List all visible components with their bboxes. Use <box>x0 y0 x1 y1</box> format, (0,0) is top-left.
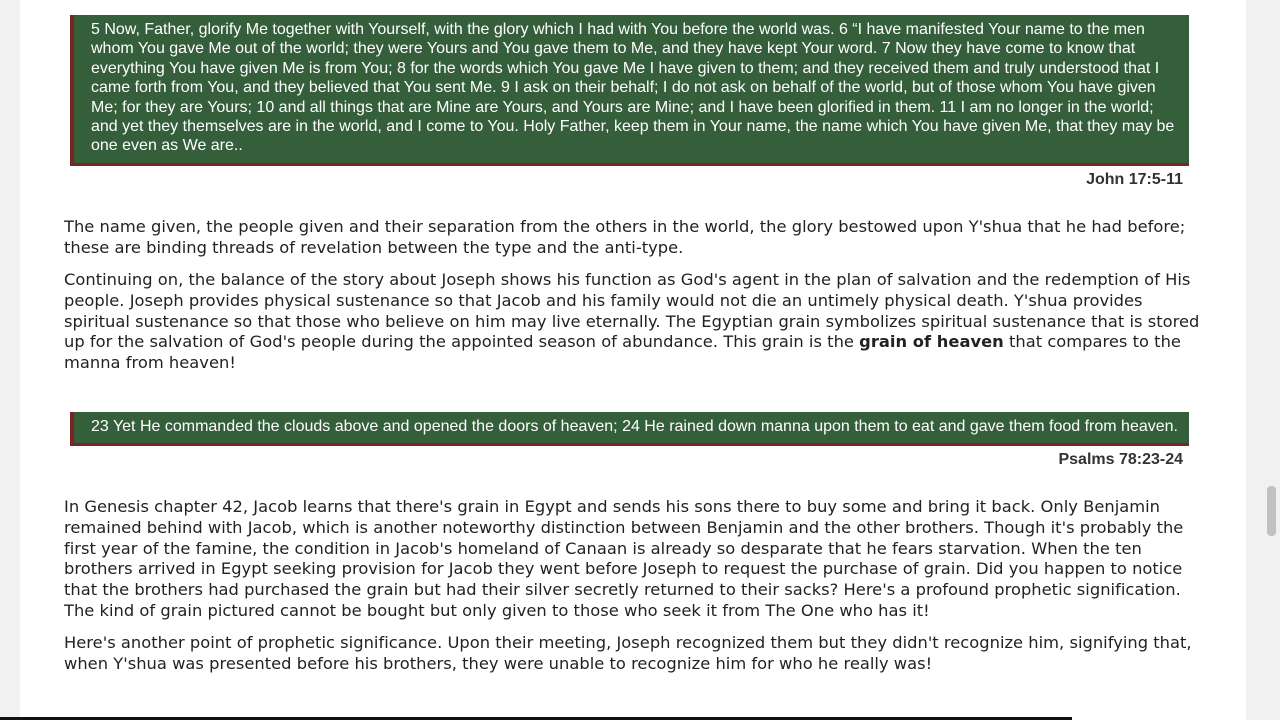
article-content <box>64 0 1204 675</box>
paragraph: In Genesis chapter 42, Jacob learns that there's grain in Egypt and sends his sons there to buy some and bring it back. Only Benjamin remained behind with Jacob, which is another noteworthy distinction between Benjamin and the other brothers. Though it's probably the first year of the famine, the condition in Jacob's homeland of Canaan is already so desparate that he fears starvation. When the ten brothers arrived in Egypt seeking provision for Jacob they went before Joseph to request the purchase of grain. Did you happen to notice that the brothers had purchased the grain but had their silver secretly returned to their sacks? Here's a profound prophetic signification. The kind of grain pictured cannot be bought but only given to those who seek it from The One who has it! <box>64 497 1184 620</box>
quote-text: 23 Yet He commanded the clouds above and opened the doors of heaven; 24 He rained down manna upon them to eat and gave them food from heaven. <box>91 417 1178 435</box>
quote-text: 5 Now, Father, glorify Me together with Yourself, with the glory which I had with You before the world was. 6 “I have manifested Your name to the men whom You gave Me out of the world; they were Yours and You gave them to Me, and they have kept Your word. 7 Now they have come to know that everything You have given Me is from You; 8 for the words which You gave Me I have given to them; and they received them and truly understood that I came forth from You, and they believed that You sent Me. 9 I ask on their behalf; I do not ask on behalf of the world, but of those whom You have given Me; for they are Yours; 10 and all things that are Mine are Yours, and Yours are Mine; and I have been glorified in them. 11 I am no longer in the world; and yet they themselves are in the world, and I come to You. Holy Father, keep them in Your name, the name which You have given Me, that they may be one even as We are.. <box>91 21 1175 155</box>
paragraph: The name given, the people given and their separation from the others in the world, the glory bestowed upon Y'shua that he had before; these are binding threads of revelation between the type and the anti-type. <box>64 216 1186 257</box>
scripture-quote-john <box>70 15 1189 166</box>
paragraph-text: that compares to the manna from heaven! <box>64 332 1181 373</box>
paragraph: Here's another point of prophetic significance. Upon their meeting, Joseph recognized them but they didn't recognize him, signifying that, when Y'shua was presented before his brothers, they were unable to recognize him for who he really was! <box>64 633 1192 674</box>
vertical-scrollbar[interactable] <box>1263 0 1280 720</box>
scripture-citation: John 17:5-11 <box>1086 170 1183 188</box>
scrollbar-thumb[interactable] <box>1267 486 1276 536</box>
paragraph <box>64 270 1204 374</box>
scripture-quote-psalms <box>70 412 1189 446</box>
article-page <box>20 0 1246 720</box>
emphasis-text: grain of heaven <box>859 332 1004 352</box>
paragraph-text: Continuing on, the balance of the story about Joseph shows his function as God's agent in the plan of salvation and the redemption of His people. Joseph provides physical sustenance so that Jacob and his family would not die an untimely physical death. Y'shua provides spiritual sustenance so that those who believe on him may live eternally. The Egyptian grain symbolizes spiritual sustenance that is stored up for the salvation of God's people during the appointed season of abundance. This grain is the <box>64 270 1200 352</box>
scripture-citation: Psalms 78:23-24 <box>1058 451 1183 469</box>
